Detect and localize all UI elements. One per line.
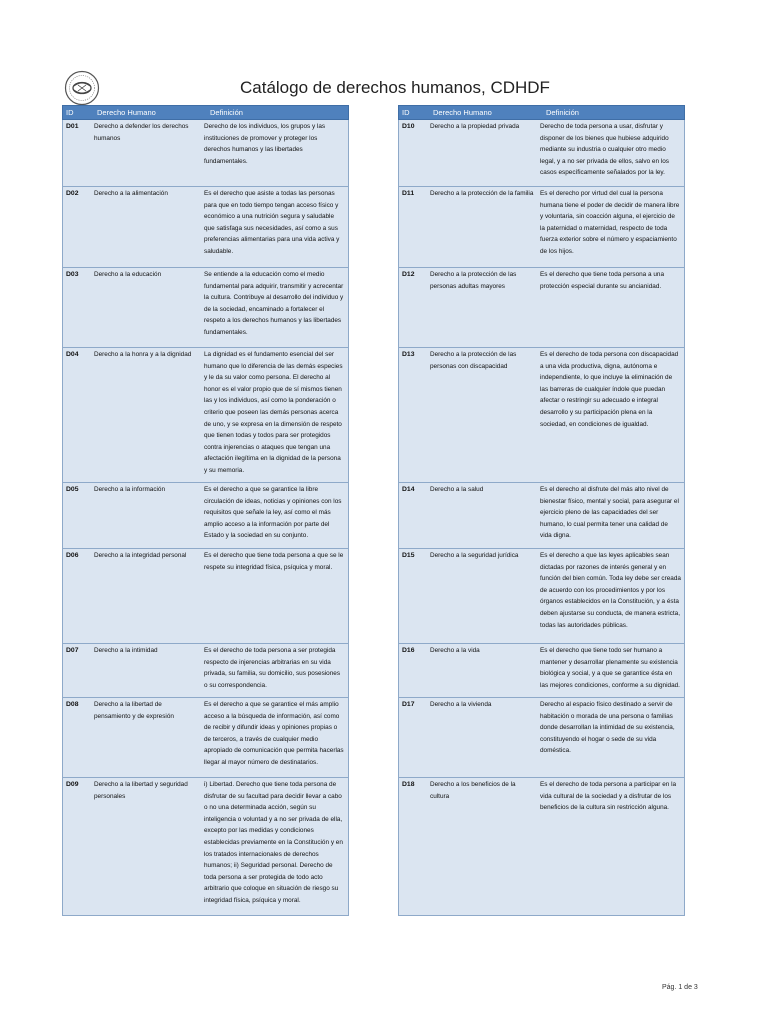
row-name: Derecho a la honra y a la dignidad xyxy=(94,351,192,358)
row-definition: i) Libertad. Derecho que tiene toda persona de disfrutar de su facultad para decidir llevar a cabo o no una determinada acción, según su inteligencia o voluntad y a no ser privada de ella, excepto por las medidas y condiciones establecidas previamente en la Constitución y en los tratados internacionales de derechos humanos; ii) Seguridad personal. Derecho de toda persona a ser protegida de todo acto arbitrario que coloque en situación de riesgo su integridad física, psíquica y moral. xyxy=(204,781,343,904)
table-row xyxy=(398,549,685,644)
row-name: Derecho a la protección de las personas adultas mayores xyxy=(430,271,517,290)
row-name: Derecho a la alimentación xyxy=(94,190,168,197)
catalog-table-left xyxy=(62,105,349,916)
row-name: Derecho a la vivienda xyxy=(430,701,492,708)
row-id: D15 xyxy=(402,552,415,559)
table-row xyxy=(62,348,349,483)
row-id: D17 xyxy=(402,701,415,708)
header-name: Derecho Humano xyxy=(433,108,492,117)
row-name: Derecho a la información xyxy=(94,486,166,493)
table-row xyxy=(62,549,349,644)
row-definition: Es el derecho de toda persona con discapacidad a una vida productiva, digna, autónoma e independiente, lo que incluye la eliminación de las barreras de cualquier índole que puedan afectar o restringir su adecuado e integral desarrollo y su participación plena en la sociedad, en condiciones de igualdad. xyxy=(540,351,679,428)
header-definition: Definición xyxy=(546,108,579,117)
row-definition: Es el derecho de toda persona a participar en la vida cultural de la sociedad y a disfrutar de los beneficios de la cultura sin restricción alguna. xyxy=(540,781,677,812)
table-row xyxy=(398,187,685,268)
row-id: D07 xyxy=(66,647,79,654)
row-id: D02 xyxy=(66,190,79,197)
row-id: D14 xyxy=(402,486,415,493)
row-name: Derecho a la propiedad privada xyxy=(430,123,520,130)
row-id: D08 xyxy=(66,701,79,708)
row-id: D01 xyxy=(66,123,79,130)
row-id: D05 xyxy=(66,486,79,493)
row-id: D10 xyxy=(402,123,415,130)
table-row xyxy=(62,120,349,187)
header-definition: Definición xyxy=(210,108,243,117)
row-definition: Es el derecho que tiene toda persona a que se le respete su integridad física, psíquica y moral. xyxy=(204,552,344,571)
row-name: Derecho a la seguridad jurídica xyxy=(430,552,519,559)
row-name: Derecho a la vida xyxy=(430,647,480,654)
row-definition: Es el derecho a que se garantice el más amplio acceso a la búsqueda de información, así como de recibir y difundir ideas y opiniones propias o de terceros, a través de cualquier medio apropiado de comunicación que permita hacerlas llegar al mayor número de destinatarios. xyxy=(204,701,344,766)
table-row xyxy=(62,778,349,916)
row-id: D16 xyxy=(402,647,415,654)
row-id: D03 xyxy=(66,271,79,278)
row-definition: Es el derecho que asiste a todas las personas para que en todo tiempo tengan acceso físico y económico a una nutrición segura y saludable que satisfaga sus necesidades, así como a sus preferencias alimentarias para una vida activa y saludable. xyxy=(204,190,340,255)
header-name: Derecho Humano xyxy=(97,108,156,117)
header-id: ID xyxy=(402,108,410,117)
row-id: D13 xyxy=(402,351,415,358)
table-header xyxy=(398,105,685,120)
document-header xyxy=(60,70,720,106)
table-row xyxy=(62,644,349,698)
row-definition: Es el derecho que tiene todo ser humano a mantener y desarrollar plenamente su existencia biológica y social, y a que se garantice ésta en las mejores condiciones, conforme a su dignidad. xyxy=(540,647,680,689)
table-row xyxy=(398,483,685,549)
row-definition: La dignidad es el fundamento esencial del ser humano que lo diferencia de las demás especies y le da su valor como persona. El derecho al honor es el valor propio que de sí mismos tienen las y los individuos, así como la ponderación o criterio que poseen las demás personas acerca de uno, y se expresa en la dimensión de respeto que tienen todas y todos para ser protegidos contra injerencias o ataques que tengan una afectación ilegítima en la dignidad de la persona y su memoria. xyxy=(204,351,343,474)
seal-logo-icon xyxy=(64,70,100,106)
row-definition: Derecho de toda persona a usar, disfrutar y disponer de los bienes que hubiese adquirido mediante su industria o cualquier otro medio legal, y a no ser privada de ellos, salvo en los casos específicamente señalados por la ley. xyxy=(540,123,669,177)
row-name: Derecho a la protección de la familia xyxy=(430,190,534,197)
row-name: Derecho a la libertad y seguridad personales xyxy=(94,781,188,800)
row-definition: Es el derecho por virtud del cual la persona humana tiene el poder de decidir de manera libre y voluntaria, sin coacción alguna, el ejercicio de la paternidad o maternidad, respecto de toda fuerza exterior sobre el número y espaciamiento de los hijos. xyxy=(540,190,680,255)
document-title: Catálogo de derechos humanos, CDHDF xyxy=(240,78,550,97)
row-id: D11 xyxy=(402,190,415,197)
row-definition: Es el derecho a que se garantice la libre circulación de ideas, noticias y opiniones con los requisitos que señale la ley, así como el más amplio acceso a la información por parte del Estado y la sociedad en su conjunto. xyxy=(204,486,342,540)
table-header xyxy=(62,105,349,120)
row-definition: Es el derecho de toda persona a ser protegida respecto de injerencias arbitrarias en su vida privada, su familia, su domicilio, sus posesiones o su correspondencia. xyxy=(204,647,341,689)
table-row xyxy=(62,187,349,268)
row-definition: Derecho de los individuos, los grupos y las instituciones de promover y proteger los derechos humanos y las libertades fundamentales. xyxy=(204,123,326,165)
row-definition: Es el derecho que tiene toda persona a una protección especial durante su ancianidad. xyxy=(540,271,664,290)
row-id: D06 xyxy=(66,552,79,559)
page-number: Pág. 1 de 3 xyxy=(662,984,698,991)
row-id: D09 xyxy=(66,781,79,788)
row-definition: Se entiende a la educación como el medio fundamental para adquirir, transmitir y acrecentar la cultura. Contribuye al desarrollo del individuo y de la sociedad, encaminado a fortalecer el respeto a los derechos humanos y las libertades fundamentales. xyxy=(204,271,344,336)
row-name: Derecho a defender los derechos humanos xyxy=(94,123,189,142)
row-definition: Derecho al espacio físico destinado a servir de habitación o morada de una persona o familias donde desarrollan la intimidad de su existencia, constituyendo el hogar o sede de su vida doméstica. xyxy=(540,701,675,755)
row-name: Derecho a la integridad personal xyxy=(94,552,187,559)
row-definition: Es el derecho a que las leyes aplicables sean dictadas por razones de interés general y en función del bien común. Toda ley debe ser creada de acuerdo con los procedimientos y por los órganos establecidos en la Constitución, y a ésta deben ajustarse su conducta, de manera estricta, todas las autoridades públicas. xyxy=(540,552,681,629)
row-name: Derecho a la libertad de pensamiento y de expresión xyxy=(94,701,174,720)
table-row xyxy=(62,268,349,348)
table-row xyxy=(398,268,685,348)
table-row xyxy=(62,483,349,549)
catalog-table-right xyxy=(398,105,685,916)
row-id: D12 xyxy=(402,271,415,278)
table-row xyxy=(398,348,685,483)
header-id: ID xyxy=(66,108,74,117)
row-name: Derecho a la educación xyxy=(94,271,162,278)
table-row xyxy=(398,644,685,698)
row-name: Derecho a los beneficios de la cultura xyxy=(430,781,516,800)
row-definition: Es el derecho al disfrute del más alto nivel de bienestar físico, mental y social, para asegurar el ejercicio pleno de las capacidades del ser humano, lo cual permita tener una calidad de vida digna. xyxy=(540,486,679,540)
row-id: D18 xyxy=(402,781,415,788)
table-row xyxy=(62,698,349,778)
table-row xyxy=(398,778,685,916)
row-name: Derecho a la salud xyxy=(430,486,484,493)
table-row xyxy=(398,120,685,187)
row-name: Derecho a la protección de las personas con discapacidad xyxy=(430,351,517,370)
row-name: Derecho a la intimidad xyxy=(94,647,158,654)
row-id: D04 xyxy=(66,351,79,358)
table-row xyxy=(398,698,685,778)
